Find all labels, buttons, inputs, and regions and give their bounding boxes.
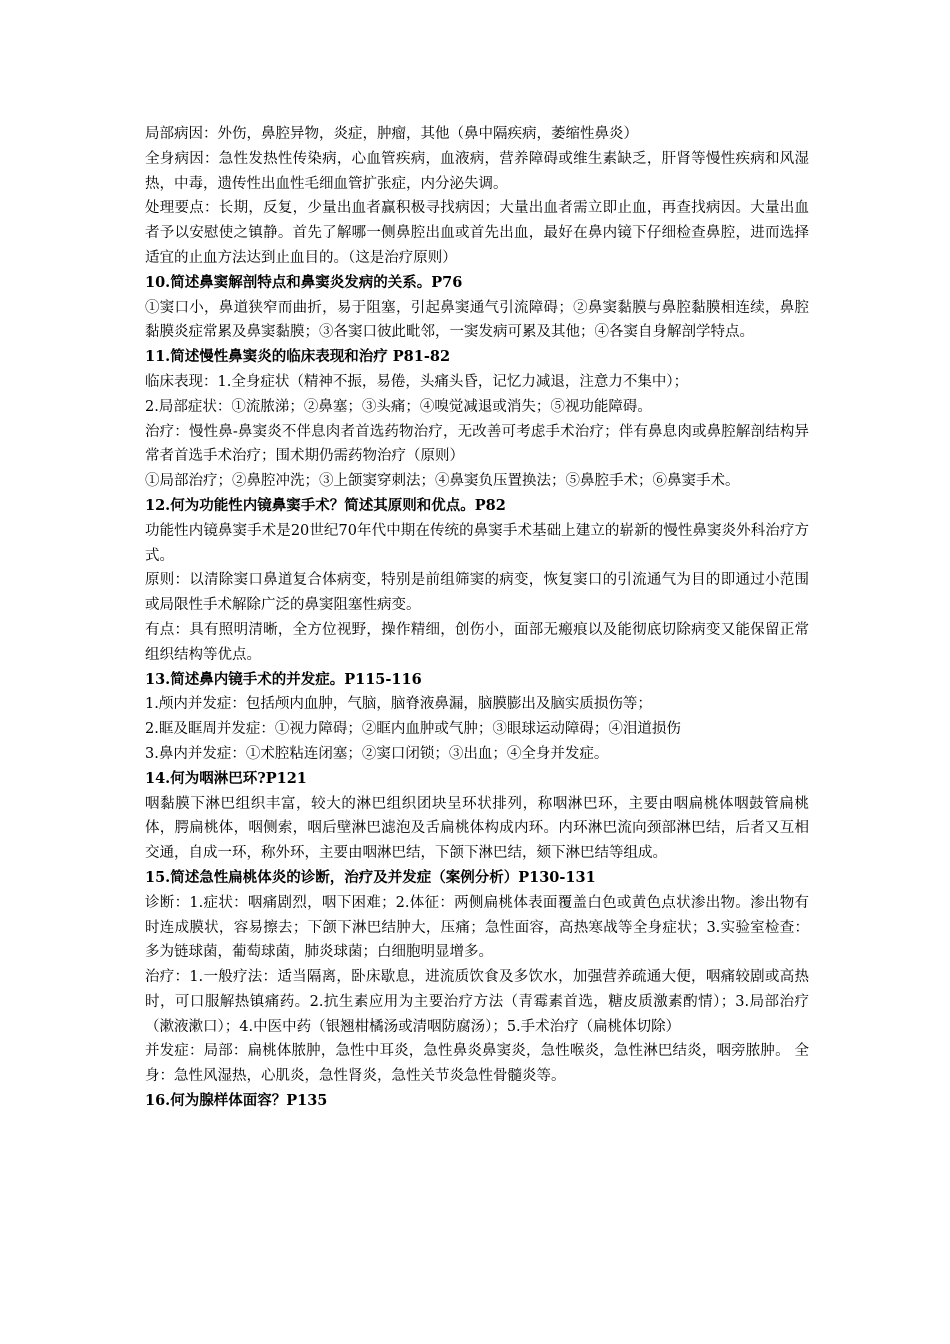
paragraph-systemic-causes: 全身病因：急性发热性传染病，心血管疾病，血液病，营养障碍或维生素缺乏，肝肾等慢性疾病和风湿热，中毒，遗传性出血性毛细血管扩张症，内分泌失调。 — [145, 150, 809, 192]
document-body — [145, 122, 809, 1114]
question-heading-12: 12.何为功能性内镜鼻窦手术？简述其原则和优点。P82 — [145, 496, 506, 514]
question-heading-15: 15.简述急性扁桃体炎的诊断，治疗及并发症（案例分析）P130-131 — [145, 868, 596, 886]
answer-13-intranasal: 3.鼻内并发症：①术腔粘连闭塞；②窦口闭锁；③出血；④全身并发症。 — [145, 745, 609, 762]
question-heading-10: 10.简述鼻窦解剖特点和鼻窦炎发病的关系。P76 — [145, 273, 463, 291]
answer-11-methods: ①局部治疗；②鼻腔冲洗；③上颌窦穿刺法；④鼻窦负压置换法；⑤鼻腔手术；⑥鼻窦手术。 — [145, 473, 740, 490]
answer-11-clinical: 临床表现：1.全身症状（精神不振，易倦，头痛头昏，记忆力减退，注意力不集中）； — [145, 373, 689, 390]
question-heading-11: 11.简述慢性鼻窦炎的临床表现和治疗 P81-82 — [145, 348, 451, 366]
answer-14: 咽黏膜下淋巴组织丰富，较大的淋巴组织团块呈环状排列，称咽淋巴环，主要由咽扁桃体咽鼓管扁桃体，腭扁桃体，咽侧索，咽后壁淋巴滤泡及舌扁桃体构成内环。内环淋巴流向颈部淋巴结，后者又互相交通，自成一环，称外环，主要由咽淋巴结，下颌下淋巴结，颏下淋巴结等组成。 — [145, 795, 809, 862]
paragraph-treatment-points: 处理要点：长期，反复，少量出血者赢积极寻找病因；大量出血者需立即止血，再查找病因。大量出血者予以安慰使之镇静。首先了解哪一侧鼻腔出血或首先出血，最好在鼻内镜下仔细检查鼻腔，进而选择适宜的止血方法达到止血目的。（这是治疗原则） — [145, 200, 809, 266]
answer-15-diagnosis: 诊断：1.症状：咽痛剧烈，咽下困难；2.体征：两侧扁桃体表面覆盖白色或黄色点状渗出物。渗出物有时连成膜状，容易擦去；下颌下淋巴结肿大，压痛；急性面容，高热寒战等全身症状；3.实验室检查：多为链球菌，葡萄球菌，肺炎球菌；白细胞明显增多。 — [145, 894, 809, 961]
answer-12-principle: 原则：以清除窦口鼻道复合体病变，特别是前组筛窦的病变，恢复窦口的引流通气为目的即通过小范围或局限性手术解除广泛的鼻窦阻塞性病变。 — [145, 572, 809, 614]
question-heading-16: 16.何为腺样体面容？P135 — [145, 1092, 328, 1110]
answer-11-local-symptoms: 2.局部症状：①流脓涕；②鼻塞；③头痛；④嗅觉减退或消失；⑤视功能障碍。 — [145, 398, 652, 415]
answer-12-definition: 功能性内镜鼻窦手术是20世纪70年代中期在传统的鼻窦手术基础上建立的崭新的慢性鼻窦炎外科治疗方式。 — [145, 522, 809, 564]
answer-13-orbital: 2.眶及眶周并发症：①视力障碍；②眶内血肿或气肿；③眼球运动障碍；④泪道损伤 — [145, 721, 681, 738]
question-heading-13: 13.简述鼻内镜手术的并发症。P115-116 — [145, 670, 422, 688]
answer-13-intracranial: 1.颅内并发症：包括颅内血肿，气脑，脑脊液鼻漏，脑膜膨出及脑实质损伤等； — [145, 696, 652, 713]
answer-15-treatment: 治疗：1.一般疗法：适当隔离，卧床歇息，进流质饮食及多饮水，加强营养疏通大便，咽痛较剧或高热时，可口服解热镇痛药。2.抗生素应用为主要治疗方法（青霉素首选，糖皮质激素酌情）；3.局部治疗（漱液漱口）；4.中医中药（银翘柑橘汤或清咽防腐汤）；5.手术治疗（扁桃体切除） — [145, 969, 809, 1035]
answer-15-complications: 并发症：局部：扁桃体脓肿，急性中耳炎，急性鼻炎鼻窦炎，急性喉炎，急性淋巴结炎，咽旁脓肿。 全身：急性风湿热，心肌炎，急性肾炎，急性关节炎急性骨髓炎等。 — [145, 1043, 809, 1085]
answer-12-advantages: 有点：具有照明清晰，全方位视野，操作精细，创伤小，面部无瘢痕以及能彻底切除病变又能保留正常组织结构等优点。 — [145, 621, 809, 663]
answer-10: ①窦口小，鼻道狭窄而曲折，易于阻塞，引起鼻窦通气引流障碍；②鼻窦黏膜与鼻腔黏膜相连续，鼻腔黏膜炎症常累及鼻窦黏膜；③各窦口彼此毗邻，一窦发病可累及其他；④各窦自身解剖学特点。 — [145, 299, 809, 341]
question-heading-14: 14.何为咽淋巴环?P121 — [145, 769, 307, 787]
answer-11-treatment: 治疗：慢性鼻-鼻窦炎不伴息肉者首选药物治疗，无改善可考虑手术治疗；伴有鼻息肉或鼻腔解剖结构异常者首选手术治疗；围术期仍需药物治疗（原则） — [145, 423, 809, 465]
paragraph-local-causes: 局部病因：外伤，鼻腔异物，炎症，肿瘤，其他（鼻中隔疾病，萎缩性鼻炎） — [145, 126, 638, 142]
